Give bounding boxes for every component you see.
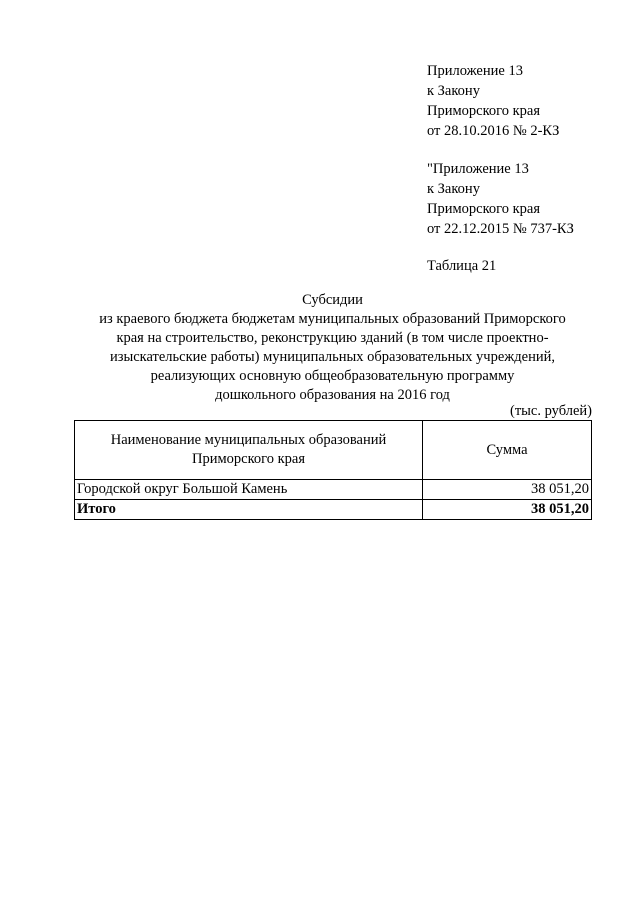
appendix-law: к Закону bbox=[427, 83, 480, 99]
header-sum: Сумма bbox=[423, 421, 592, 480]
table-number: Таблица 21 bbox=[427, 258, 497, 274]
title-line: реализующих основную общеобразовательную программу bbox=[150, 368, 515, 384]
appendix-title: Приложение 13 bbox=[427, 63, 523, 79]
title-line: дошкольного образования на 2016 год bbox=[215, 387, 450, 403]
header-name-line: Наименование муниципальных образований bbox=[110, 432, 387, 448]
units-label: (тыс. рублей) bbox=[510, 403, 592, 419]
total-row bbox=[75, 500, 592, 520]
appendix-date: от 22.12.2015 № 737-КЗ bbox=[427, 221, 574, 237]
appendix-date: от 28.10.2016 № 2-КЗ bbox=[427, 123, 560, 139]
appendix-reference-previous bbox=[427, 159, 574, 239]
appendix-title: "Приложение 13 bbox=[427, 161, 529, 177]
header-name-line: Приморского края bbox=[191, 451, 305, 467]
appendix-region: Приморского края bbox=[427, 103, 541, 119]
municipality-sum: 38 051,20 bbox=[423, 480, 592, 500]
title-line: Субсидии bbox=[302, 292, 363, 308]
appendix-region: Приморского края bbox=[427, 201, 541, 217]
table-header-row bbox=[75, 421, 592, 480]
total-sum: 38 051,20 bbox=[423, 500, 592, 520]
appendix-law: к Закону bbox=[427, 181, 480, 197]
total-label: Итого bbox=[75, 500, 423, 520]
title-line: изыскательские работы) муниципальных образовательных учреждений, bbox=[109, 349, 556, 365]
subsidies-table bbox=[74, 420, 592, 520]
municipality-name: Городской округ Большой Камень bbox=[75, 480, 423, 500]
document-title bbox=[75, 291, 590, 405]
title-line: из краевого бюджета бюджетам муниципальных образований Приморского bbox=[99, 311, 566, 327]
title-line: края на строительство, реконструкцию зданий (в том числе проектно- bbox=[116, 330, 549, 346]
appendix-reference-current bbox=[427, 61, 559, 141]
table-row bbox=[75, 480, 592, 500]
header-name bbox=[75, 421, 423, 480]
